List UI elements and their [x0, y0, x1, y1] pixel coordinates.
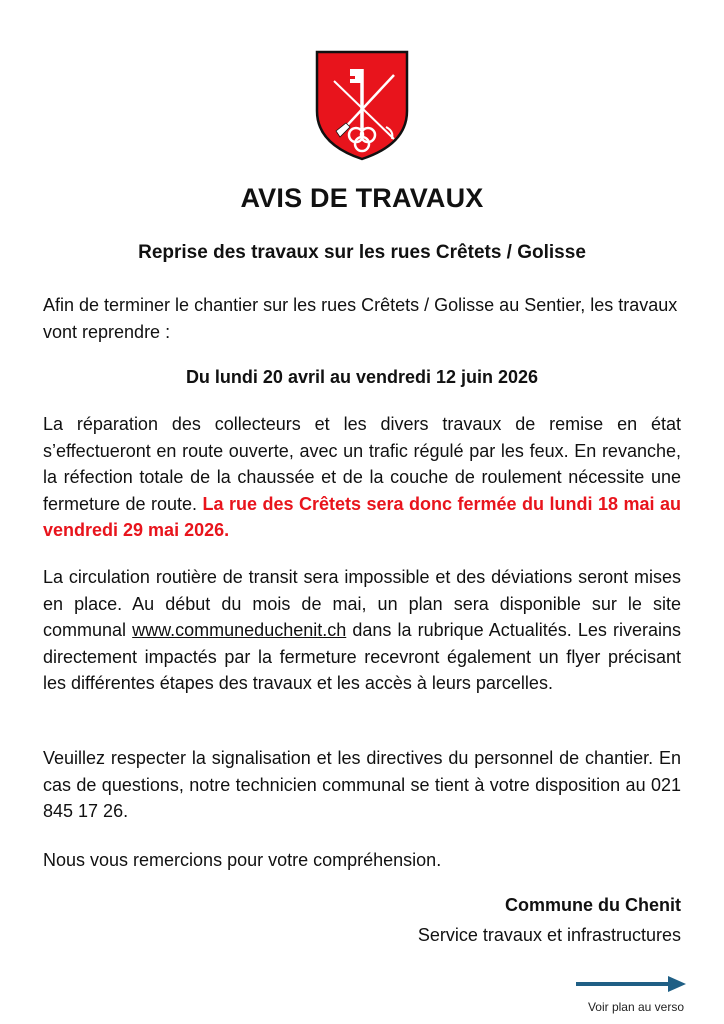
arrow-right-icon: [576, 974, 686, 994]
signature-name: Commune du Chenit: [505, 895, 681, 915]
detour-text-after: dans la rubrique Actualités. Les riverains directement impactés par la fermeture recevront également un flyer précisant les différentes étapes des travaux et les accès à leurs parcelles.: [43, 620, 682, 693]
detour-text-before: La circulation routière de transit sera impossible et des déviations seront mises en place. Au début du mois de mai, un plan sera disponible sur le site communal: [43, 567, 681, 640]
coat-of-arms-icon: [314, 49, 410, 161]
intro-paragraph: Afin de terminer le chantier sur les rues Crêtets / Golisse au Sentier, les travaux vont reprendre :: [43, 295, 678, 342]
page-title: AVIS DE TRAVAUX: [240, 183, 484, 213]
closure-paragraph: [43, 411, 681, 544]
see-plan-on-back: Voir plan au verso: [587, 1000, 684, 1014]
contact-paragraph: Veuillez respecter la signalisation et les directives du personnel de chantier. En cas de questions, notre technicien communal se tient à votre disposition au 021 845 17 26.: [43, 748, 681, 821]
closure-highlight: La rue des Crêtets sera donc fermée du lundi 18 mai au vendredi 29 mai 2026.: [43, 493, 681, 540]
work-dates: Du lundi 20 avril au vendredi 12 juin 2026: [185, 367, 539, 387]
closure-text: La réparation des collecteurs et les divers travaux de remise en état s’effectueront en route ouverte, avec un trafic régulé par les feux. En revanche, la réfection totale de la chaussée et de la couche de roulement nécessite une fermeture de route.: [43, 414, 681, 514]
thanks-paragraph: Nous vous remercions pour votre compréhension.: [43, 850, 442, 870]
signature-department: Service travaux et infrastructures: [417, 925, 681, 945]
website-link[interactable]: www.communeduchenit.ch: [132, 620, 347, 640]
detour-paragraph: [43, 564, 681, 697]
subtitle: Reprise des travaux sur les rues Crêtets / Golisse: [138, 242, 586, 263]
